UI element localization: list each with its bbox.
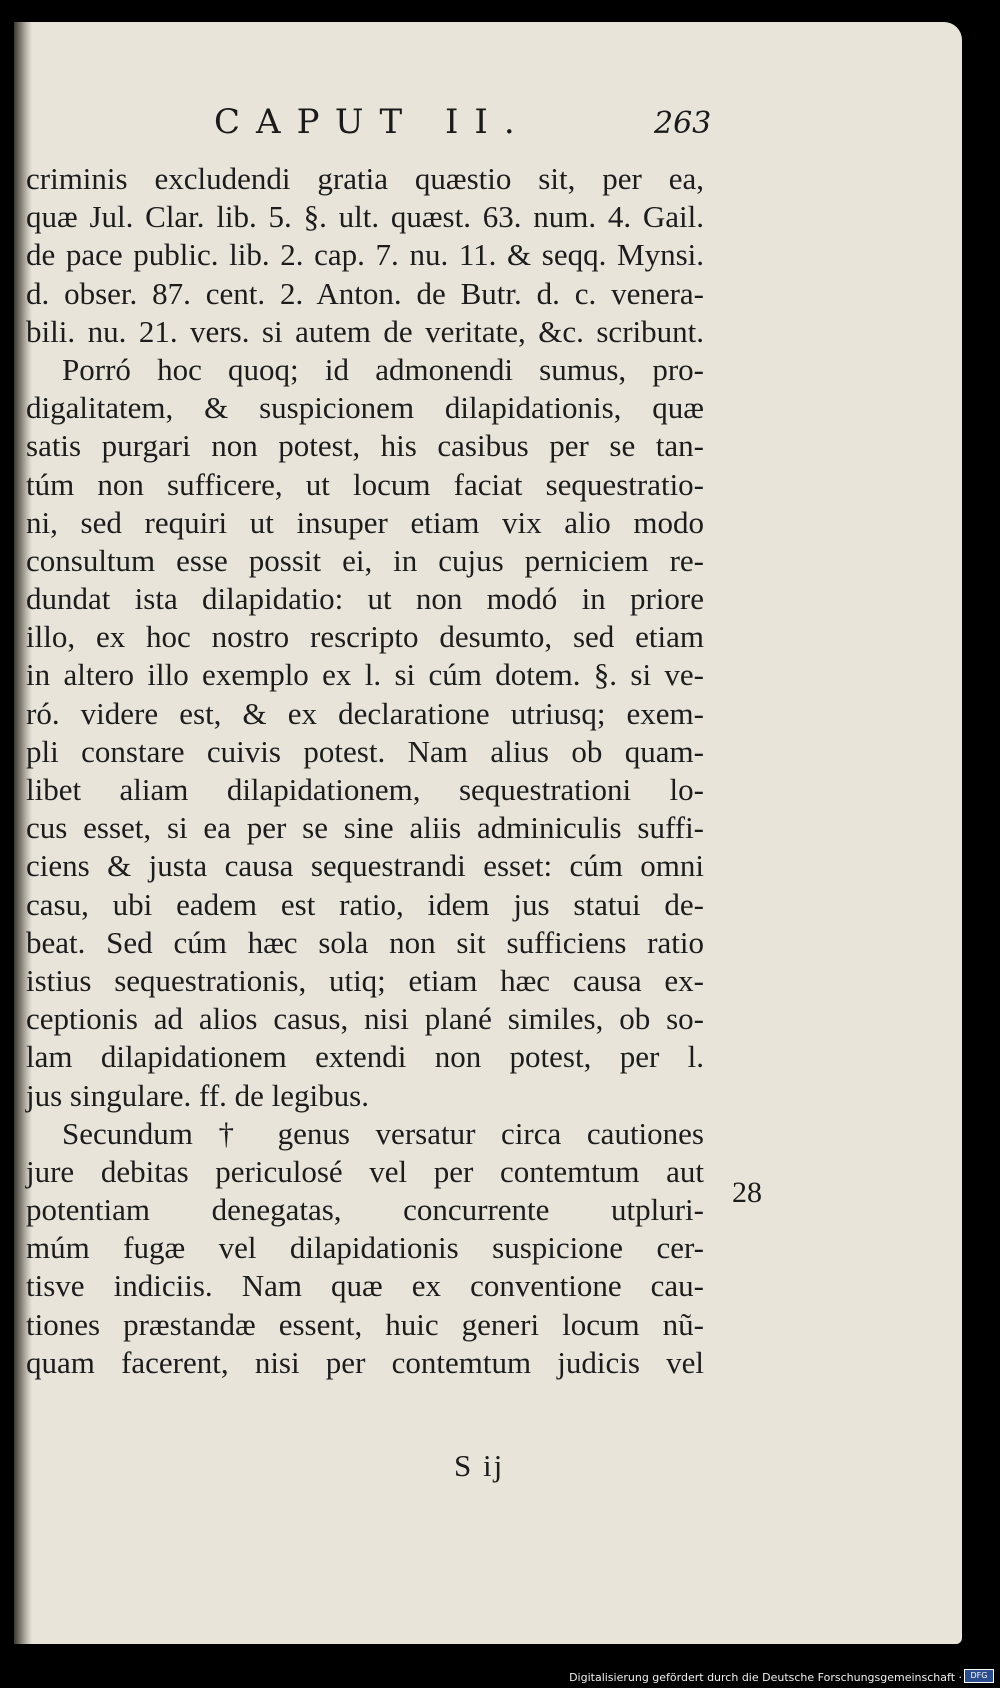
signature-mark: S ij [454,1448,505,1483]
text-line: jus singulare. ff. de legibus. [26,1077,369,1113]
text-line: dundat ista dilapidatio: ut non modó in priore [26,581,704,617]
text-line: d. obser. 87. cent. 2. Anton. de Butr. d. c. venera- [26,275,704,311]
text-line: pli constare cuivis potest. Nam alius ob quam- [26,733,704,769]
dfg-logo: DFG [964,1669,994,1683]
text-line: illo, ex hoc nostro rescripto desumto, sed etiam [26,619,704,655]
text-line: cus esset, si ea per se sine aliis adminiculis suffi- [26,810,704,846]
text-line: de pace public. lib. 2. cap. 7. nu. 11. & seqq. Mynsi. [26,237,704,273]
running-head: CAPUT II. [214,102,531,142]
text-line: múm fugæ vel dilapidationis suspicione cer- [26,1230,704,1266]
text-line: túm non sufficere, ut locum faciat sequestratio- [26,466,704,502]
text-line: libet aliam dilapidationem, sequestrationi lo- [26,772,704,807]
text-line: ró. videre est, & ex declaratione utriusq; exem- [26,695,704,731]
text-line: satis purgari non potest, his casibus per se tan- [26,428,704,464]
text-line: digalitatem, & suspicionem dilapidationis, quæ [26,390,704,426]
text-line: beat. Sed cúm hæc sola non sit sufficiens ratio [26,924,704,960]
text-line: Porró hoc quoq; id admonendi sumus, pro- [62,351,704,387]
text-line: tisve indiciis. Nam quæ ex conventione cau- [26,1268,704,1304]
margin-note: 28 [732,1176,762,1209]
text-line: criminis excludendi gratia quæstio sit, per ea, [26,161,704,196]
text-line: bili. nu. 21. vers. si autem de veritate, &c. scribunt. [26,313,704,349]
text-line: quæ Jul. Clar. lib. 5. §. ult. quæst. 63. num. 4. Gail. [26,199,704,235]
funding-credit: Digitalisierung gefördert durch die Deutsche Forschungsgemeinschaft · [569,1671,962,1684]
page-number: 263 [654,106,712,141]
text-line: ciens & justa causa sequestrandi esset: cúm omni [26,848,704,884]
text-line: in altero illo exemplo ex l. si cúm dotem. §. si ve- [26,657,704,693]
text-line: ceptionis ad alios casus, nisi plané similes, ob so- [26,1001,704,1037]
text-line: quam facerent, nisi per contemtum judicis vel [26,1344,704,1380]
text-line: lam dilapidationem extendi non potest, per l. [26,1039,704,1075]
text-line: istius sequestrationis, utiq; etiam hæc causa ex- [26,962,704,998]
text-line: casu, ubi eadem est ratio, idem jus statui de- [26,886,704,922]
text-line: Secundum † genus versatur circa cautiones [62,1115,704,1151]
body-text [14,160,704,1382]
text-line: potentiam denegatas, concurrente utpluri- [26,1192,704,1228]
book-page [14,22,962,1644]
text-line: jure debitas periculosé vel per contemtum aut [26,1153,704,1189]
text-line: consultum esse possit ei, in cujus perniciem re- [26,542,704,578]
text-line: tiones præstandæ essent, huic generi locum nũ- [26,1306,704,1342]
text-line: ni, sed requiri ut insuper etiam vix alio modo [26,504,704,540]
credit-bar [0,1662,1000,1688]
